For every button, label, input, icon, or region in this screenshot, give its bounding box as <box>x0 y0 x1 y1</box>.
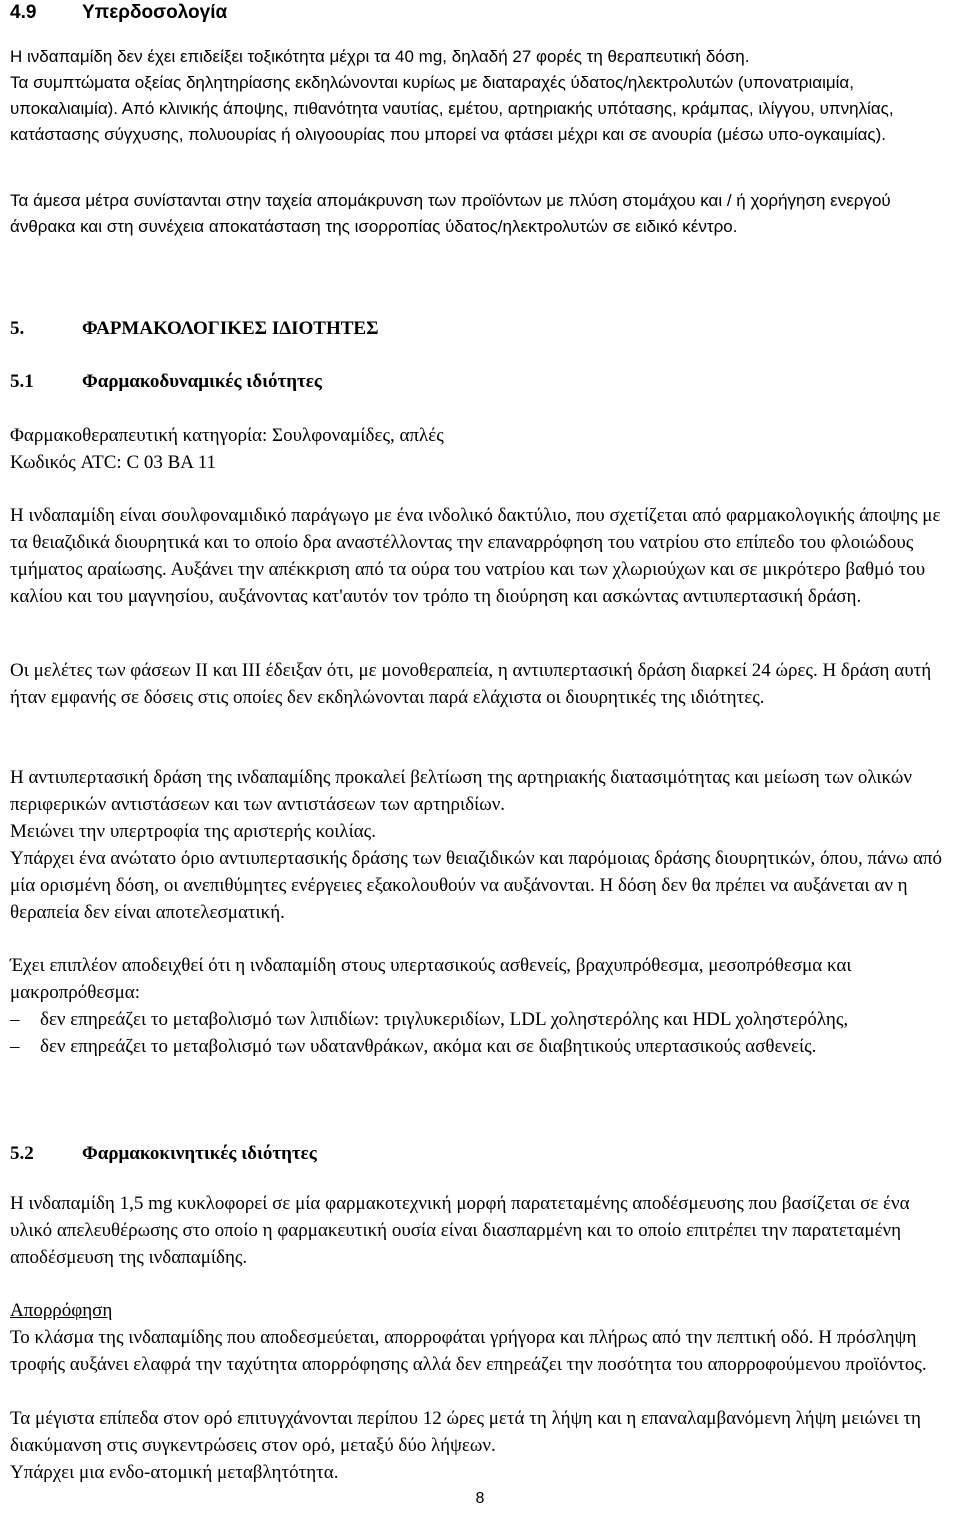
section-5-1-heading <box>10 368 955 395</box>
list-item <box>10 1033 955 1060</box>
overdose-paragraph-1: Η ινδαπαμίδη δεν έχει επιδείξει τοξικότητα μέχρι τα 40 mg, δηλαδή 27 φορές τη θεραπευτική δόση. <box>10 47 750 66</box>
section-5-2-heading <box>10 1140 955 1167</box>
absorption-paragraph-3: Υπάρχει μια ενδο-ατομική μεταβλητότητα. <box>10 1462 339 1483</box>
pharmacodynamics-paragraph-1: Η ινδαπαμίδη είναι σουλφοναμιδικό παράγωγο με ένα ινδολικό δακτύλιο, που σχετίζεται από φαρμακολογικής άποψης με τα θειαζιδικά διουρητικά και το οποίο δρα αναστέλλοντας την επαναρρόφηση του νατρίου στο επίπεδο του φλοιώδους τμήματος αραίωσης. Αυξάνει την απέκκριση από τα ούρα του νατρίου και των χλωριούχων και σε μικρότερο βαθμό του καλίου και του μαγνησίου, αυξάνοντας κατ'αυτόν τον τρόπο τη διούρηση και ασκώντας αντιυπερτασική δράση. <box>10 505 941 607</box>
section-title: Φαρμακοδυναμικές ιδιότητες <box>82 371 322 392</box>
section-title: Υπερδοσολογία <box>82 2 228 23</box>
section-5-heading <box>10 315 955 342</box>
atc-code: Κωδικός ATC: C 03 BA 11 <box>10 452 217 473</box>
overdose-paragraph-3: Τα άμεσα μέτρα συνίστανται στην ταχεία απομάκρυνση των προϊόντων με πλύση στομάχου και / ή χορήγηση ενεργού άνθρακα και στη συνέχεια αποκατάσταση της ισορροπίας ύδατος/ηλεκτρολυτών σε ειδικό κέντρο. <box>10 191 891 236</box>
absorption-paragraph-1: Το κλάσμα της ινδαπαμίδης που αποδεσμεύεται, απορροφάται γρήγορα και πλήρως από την πεπτική οδό. Η πρόσληψη τροφής αυξάνει ελαφρά την ταχύτητα απορρόφησης αλλά δεν επηρεάζει την ποσότητα του απορροφούμενου προϊόντος. <box>10 1327 927 1375</box>
section-4-9-heading <box>10 0 955 26</box>
page-number: 8 <box>475 1490 485 1507</box>
list-item-text: δεν επηρεάζει το μεταβολισμό των λιπιδίων: τριγλυκεριδίων, LDL χοληστερόλης και HDL χοληστερόλης, <box>40 1009 849 1030</box>
pharmacotherapeutic-group: Φαρμακοθεραπευτική κατηγορία: Σουλφοναμίδες, απλές <box>10 425 444 446</box>
pharmacodynamics-paragraph-4: Έχει επιπλέον αποδειχθεί ότι η ινδαπαμίδη στους υπερτασικούς ασθενείς, βραχυπρόθεσμα, μεσοπρόθεσμα και μακροπρόθεσμα: <box>10 955 852 1003</box>
section-number: 5. <box>10 318 25 339</box>
pharmacodynamics-paragraph-3a: Η αντιυπερτασική δράση της ινδαπαμίδης προκαλεί βελτίωση της αρτηριακής διατασιμότητας και μείωση των ολικών περιφερικών αντιστάσεων και των αντιστάσεων των αρτηριδίων. <box>10 767 913 815</box>
section-number: 5.1 <box>10 371 34 392</box>
pharmacokinetics-paragraph-1: Η ινδαπαμίδη 1,5 mg κυκλοφορεί σε μία φαρμακοτεχνική μορφή παρατεταμένης αποδέσμευσης που βασίζεται σε ένα υλικό απελευθέρωσης στο οποίο η φαρμακευτική ουσία είναι διασπαρμένη και το οποίο επιτρέπει την παρατεταμένη αποδέσμευση της ινδαπαμίδης. <box>10 1193 910 1268</box>
section-title: ΦΑΡΜΑΚΟΛΟΓΙΚΕΣ ΙΔΙΟΤΗΤΕΣ <box>82 318 379 339</box>
dash-bullet: – <box>10 1009 20 1030</box>
list-item-text: δεν επηρεάζει το μεταβολισμό των υδατανθράκων, ακόμα και σε διαβητικούς υπερτασικούς ασθενείς. <box>40 1036 817 1057</box>
absorption-heading: Απορρόφηση <box>10 1300 113 1321</box>
dash-bullet: – <box>10 1036 20 1057</box>
overdose-paragraph-2: Τα συμπτώματα οξείας δηλητηρίασης εκδηλώνονται κυρίως με διαταραχές ύδατος/ηλεκτρολυτών (υπονατριαιμία, υποκαλιαιμία). Από κλινικής άποψης, πιθανότητα ναυτίας, εμέτου, αρτηριακής υπότασης, κράμπας, ιλίγγου, υπνηλίας, κατάστασης σύγχυσης, πολυουρίας ή ολιγοουρίας που μπορεί να φτάσει μέχρι και σε ανουρία (μέσω υπο-ογκαιμίας). <box>10 73 894 144</box>
section-title: Φαρμακοκινητικές ιδιότητες <box>82 1143 317 1164</box>
section-number: 5.2 <box>10 1143 34 1164</box>
absorption-paragraph-2: Τα μέγιστα επίπεδα στον ορό επιτυγχάνονται περίπου 12 ώρες μετά τη λήψη και η επαναλαμβανόμενη λήψη μειώνει τη διακύμανση στις συγκεντρώσεις στον ορό, μεταξύ δύο λήψεων. <box>10 1408 921 1456</box>
list-item <box>10 1006 955 1033</box>
pharmacodynamics-paragraph-3b: Μειώνει την υπερτροφία της αριστερής κοιλίας. <box>10 821 376 842</box>
effects-list <box>10 1006 955 1060</box>
pharmacodynamics-paragraph-2: Οι μελέτες των φάσεων II και III έδειξαν ότι, με μονοθεραπεία, η αντιυπερτασική δράση διαρκεί 24 ώρες. Η δράση αυτή ήταν εμφανής σε δόσεις στις οποίες δεν εκδηλώνονται παρά ελάχιστα οι διουρητικές της ιδιότητες. <box>10 660 932 708</box>
section-number: 4.9 <box>10 2 37 23</box>
pharmacodynamics-paragraph-3c: Υπάρχει ένα ανώτατο όριο αντιυπερτασικής δράσης των θειαζιδικών και παρόμοιας δράσης διουρητικών, όπου, πάνω από μία ορισμένη δόση, οι ανεπιθύμητες ενέργειες εξακολουθούν να αυξάνονται. Η δόση δεν θα πρέπει να αυξάνεται αν η θεραπεία δεν είναι αποτελεσματική. <box>10 848 942 923</box>
